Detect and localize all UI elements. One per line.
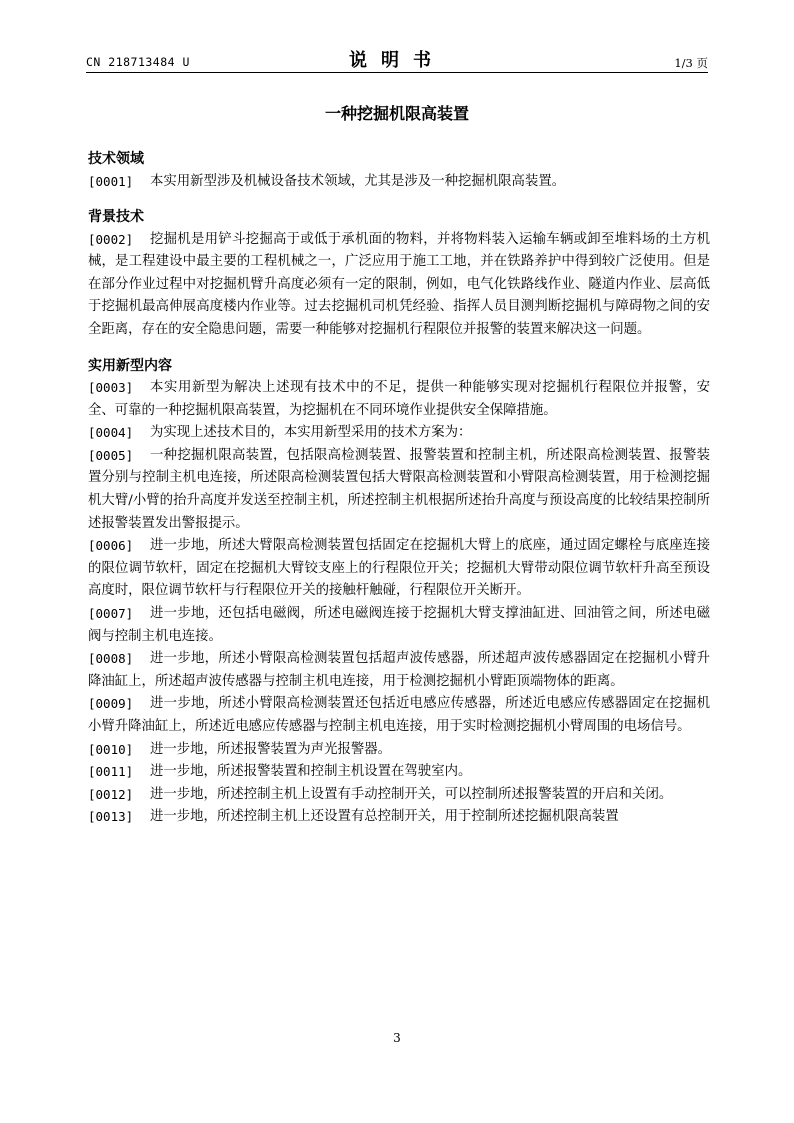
paragraph-number: [0006] bbox=[88, 538, 134, 554]
document-body bbox=[88, 148, 710, 842]
paragraph bbox=[88, 229, 710, 342]
page-header bbox=[86, 44, 708, 74]
section-heading: 技术领域 bbox=[88, 151, 144, 167]
paragraph-number: [0003] bbox=[88, 380, 134, 396]
header-divider bbox=[86, 72, 708, 73]
page-indicator: 1/3 页 bbox=[674, 56, 708, 70]
paragraph bbox=[88, 739, 710, 762]
paragraph-number: [0009] bbox=[88, 696, 134, 712]
section-heading: 背景技术 bbox=[88, 209, 144, 226]
paragraph-number: [0013] bbox=[88, 809, 134, 825]
paragraph-text: 进一步地，所述小臂限高检测装置还包括近电感应传感器，所述近电感应传感器固定在挖掘机小臂升降油缸上，所述近电感应传感器与控制主机电连接，用于实时检测挖掘机小臂周围的电场信号。 bbox=[88, 696, 710, 734]
paragraph-text: 进一步地，所述报警装置为声光报警器。 bbox=[150, 741, 392, 757]
paragraph-number: [0007] bbox=[88, 606, 134, 621]
paragraph-number: [0011] bbox=[88, 764, 134, 780]
paragraph-text: 进一步地，所述报警装置和控制主机设置在驾驶室内。 bbox=[150, 764, 472, 780]
paragraph-text: 进一步地，所述控制主机上设置有手动控制开关，可以控制所述报警装置的开启和关闭。 bbox=[150, 786, 673, 802]
paragraph-text: 进一步地，所述控制主机上还设置有总控制开关，用于控制所述挖掘机限高装置 bbox=[150, 809, 619, 825]
paragraph-number: [0010] bbox=[88, 741, 134, 757]
page-number: 3 bbox=[393, 1031, 401, 1045]
section-technical-field bbox=[88, 148, 710, 193]
paragraph bbox=[88, 784, 710, 807]
doc-type-title: 说明书 bbox=[349, 50, 445, 71]
paragraph-text: 一种挖掘机限高装置，包括限高检测装置、报警装置和控制主机，所述限高检测装置、报警装置分别与控制主机电连接，所述限高检测装置包括大臂限高检测装置和小臂限高检测装置，用于检测挖掘机大臂/小臂的抬升高度并发送至控制主机，所述控制主机根据所述抬升高度与预设高度的比较结果控制所述报警装置发出警报提示。 bbox=[88, 447, 710, 531]
section-heading: 实用新型内容 bbox=[88, 357, 172, 374]
paragraph bbox=[88, 377, 710, 422]
paragraph-number: [0008] bbox=[88, 651, 134, 667]
paragraph bbox=[88, 171, 710, 194]
section-background bbox=[88, 206, 710, 341]
paragraph-number: [0012] bbox=[88, 786, 134, 802]
paragraph-number: [0001] bbox=[88, 173, 134, 189]
document-title: 一种挖掘机限高装置 bbox=[324, 104, 469, 123]
patent-number: CN 218713484 U bbox=[86, 55, 190, 69]
paragraph bbox=[88, 761, 710, 784]
paragraph bbox=[88, 422, 710, 445]
paragraph bbox=[88, 603, 710, 648]
paragraph-number: [0004] bbox=[88, 425, 134, 441]
paragraph bbox=[88, 693, 710, 738]
paragraph-text: 本实用新型为解决上述现有技术中的不足，提供一种能够实现对挖掘机行程限位并报警，安全、可靠的一种挖掘机限高装置，为挖掘机在不同环境作业提供安全保障措施。 bbox=[88, 380, 710, 418]
paragraph-text: 本实用新型涉及机械设备技术领域，尤其是涉及一种挖掘机限高装置。 bbox=[150, 173, 566, 189]
paragraph bbox=[88, 535, 710, 603]
paragraph-text: 进一步地，还包括电磁阀，所述电磁阀连接于挖掘机大臂支撑油缸进、回油管之间，所述电磁阀与控制主机电连接。 bbox=[88, 606, 710, 644]
paragraph bbox=[88, 648, 710, 693]
section-utility-model-content bbox=[88, 355, 710, 829]
paragraph-number: [0005] bbox=[88, 447, 134, 463]
paragraph bbox=[88, 806, 710, 829]
paragraph-text: 挖掘机是用铲斗挖掘高于或低于承机面的物料，并将物料装入运输车辆或卸至堆料场的土方机械，是工程建设中最主要的工程机械之一，广泛应用于施工工地，并在铁路养护中得到较广泛使用。但是在部分作业过程中对挖掘机臂升高度必须有一定的限制，例如，电气化铁路线作业、隧道内作业、层高低于挖掘机最高伸展高度楼内作业等。过去挖掘机司机凭经验、指挥人员目测判断挖掘机与障碍物之间的安全距离，存在的安全隐患问题，需要一种能够对挖掘机行程限位并报警的装置来解决这一问题。 bbox=[88, 231, 710, 337]
paragraph-text: 进一步地，所述小臂限高检测装置包括超声波传感器，所述超声波传感器固定在挖掘机小臂升降油缸上，所述超声波传感器与控制主机电连接，用于检测挖掘机小臂距顶端物体的距离。 bbox=[88, 651, 710, 689]
paragraph-text: 进一步地，所述大臂限高检测装置包括固定在挖掘机大臂上的底座，通过固定螺栓与底座连接的限位调节软杆，固定在挖掘机大臂铰支座上的行程限位开关；挖掘机大臂带动限位调节软杆升高至预设高度时，限位调节软杆与行程限位开关的接触杆触碰，行程限位开关断开。 bbox=[88, 538, 710, 599]
paragraph bbox=[88, 445, 710, 535]
paragraph-number: [0002] bbox=[88, 231, 134, 247]
paragraph-text: 为实现上述技术目的，本实用新型采用的技术方案为： bbox=[150, 425, 472, 441]
